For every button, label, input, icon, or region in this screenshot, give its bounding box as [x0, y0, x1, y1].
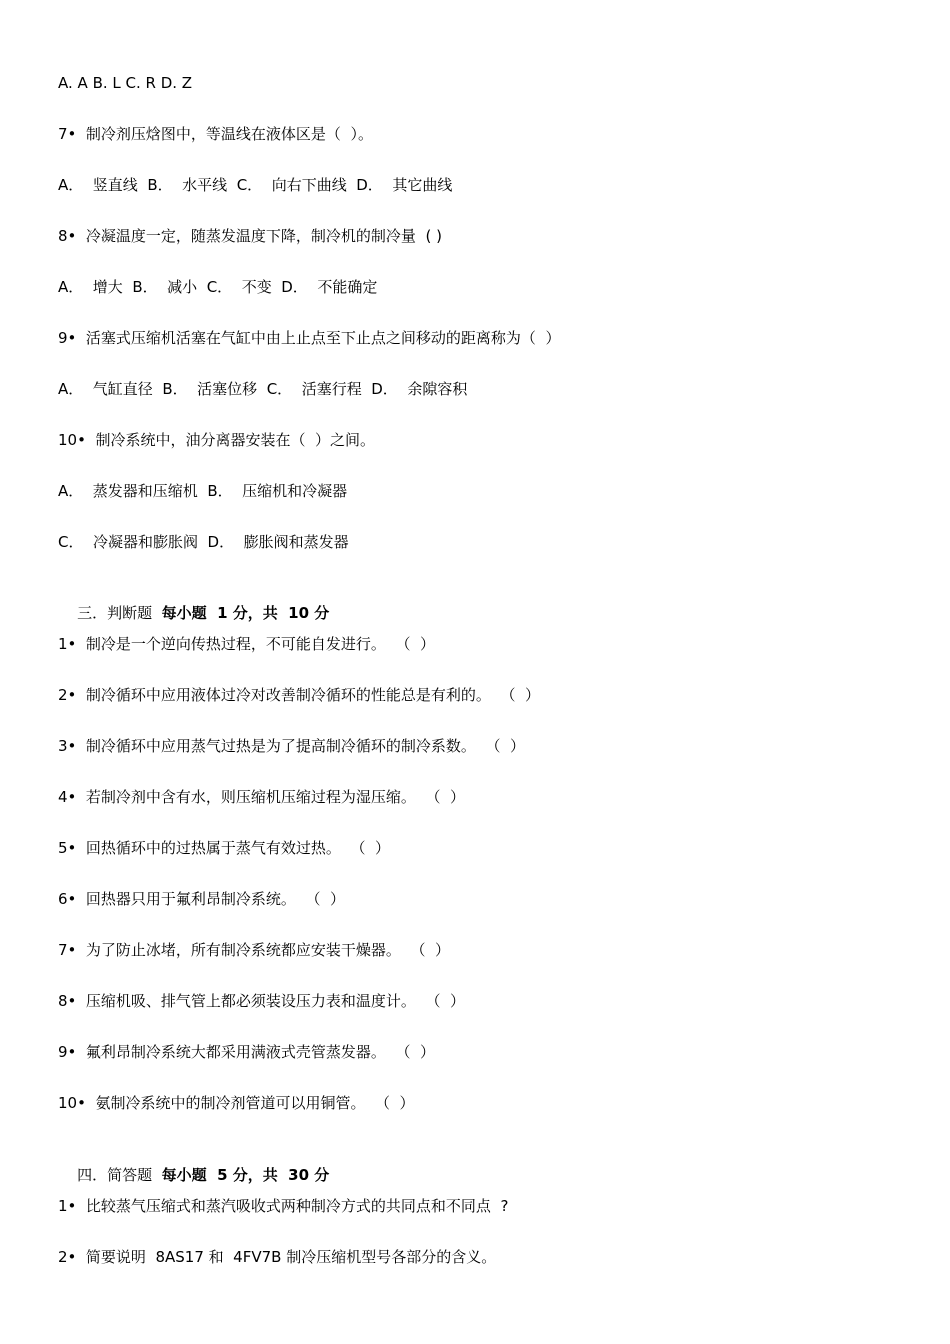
section-heading-title: 四．简答题 — [77, 1166, 162, 1184]
judge-item: 2• 制冷循环中应用液体过冷对改善制冷循环的性能总是有利的。 （ ） — [58, 686, 541, 704]
question-8: 8• 冷凝温度一定，随蒸发温度下降，制冷机的制冷量 ( ) — [58, 227, 442, 245]
question-7: 7• 制冷剂压焓图中，等温线在液体区是（ ）。 — [58, 125, 373, 143]
question-10: 10• 制冷系统中，油分离器安装在（ ）之间。 — [58, 431, 376, 449]
judge-item: 6• 回热器只用于氟利昂制冷系统。 （ ） — [58, 890, 346, 908]
judge-item: 7• 为了防止冰堵，所有制冷系统都应安装干燥器。 （ ） — [58, 941, 451, 959]
judge-item: 4• 若制冷剂中含有水，则压缩机压缩过程为湿压缩。 （ ） — [58, 788, 466, 806]
judge-item: 5• 回热循环中的过热属于蒸气有效过热。 （ ） — [58, 839, 391, 857]
answer-options-line: A． 气缸直径 B． 活塞位移 C． 活塞行程 D． 余隙容积 — [58, 380, 468, 398]
short-answer-item: 2• 简要说明 8AS17 和 4FV7B 制冷压缩机型号各部分的含义。 — [58, 1248, 497, 1266]
section-heading-score: 每小题 5 分，共 30 分 — [161, 1166, 330, 1184]
answer-options-line: C． 冷凝器和膨胀阀 D． 膨胀阀和蒸发器 — [58, 533, 349, 551]
judge-item: 10• 氨制冷系统中的制冷剂管道可以用铜管。 （ ） — [58, 1094, 415, 1112]
section-heading-title: 三．判断题 — [77, 604, 162, 622]
short-answer-item: 1• 比较蒸气压缩式和蒸汽吸收式两种制冷方式的共同点和不同点 ? — [58, 1197, 509, 1215]
judge-item: 9• 氟利昂制冷系统大都采用满液式壳管蒸发器。 （ ） — [58, 1043, 436, 1061]
question-9: 9• 活塞式压缩机活塞在气缸中由上止点至下止点之间移动的距离称为（ ） — [58, 329, 561, 347]
judge-item: 8• 压缩机吸、排气管上都必须装设压力表和温度计。 （ ） — [58, 992, 466, 1010]
answer-options-line: A． 蒸发器和压缩机 B． 压缩机和冷凝器 — [58, 482, 348, 500]
judge-item: 1• 制冷是一个逆向传热过程，不可能自发进行。 （ ） — [58, 635, 436, 653]
section-heading-score: 每小题 1 分，共 10 分 — [161, 604, 330, 622]
answer-options-line: A. A B. L C. R D. Z — [58, 74, 193, 92]
answer-options-line: A． 竖直线 B． 水平线 C． 向右下曲线 D． 其它曲线 — [58, 176, 453, 194]
judge-item: 3• 制冷循环中应用蒸气过热是为了提高制冷循环的制冷系数。 （ ） — [58, 737, 526, 755]
answer-options-line: A． 增大 B． 减小 C． 不变 D． 不能确定 — [58, 278, 378, 296]
